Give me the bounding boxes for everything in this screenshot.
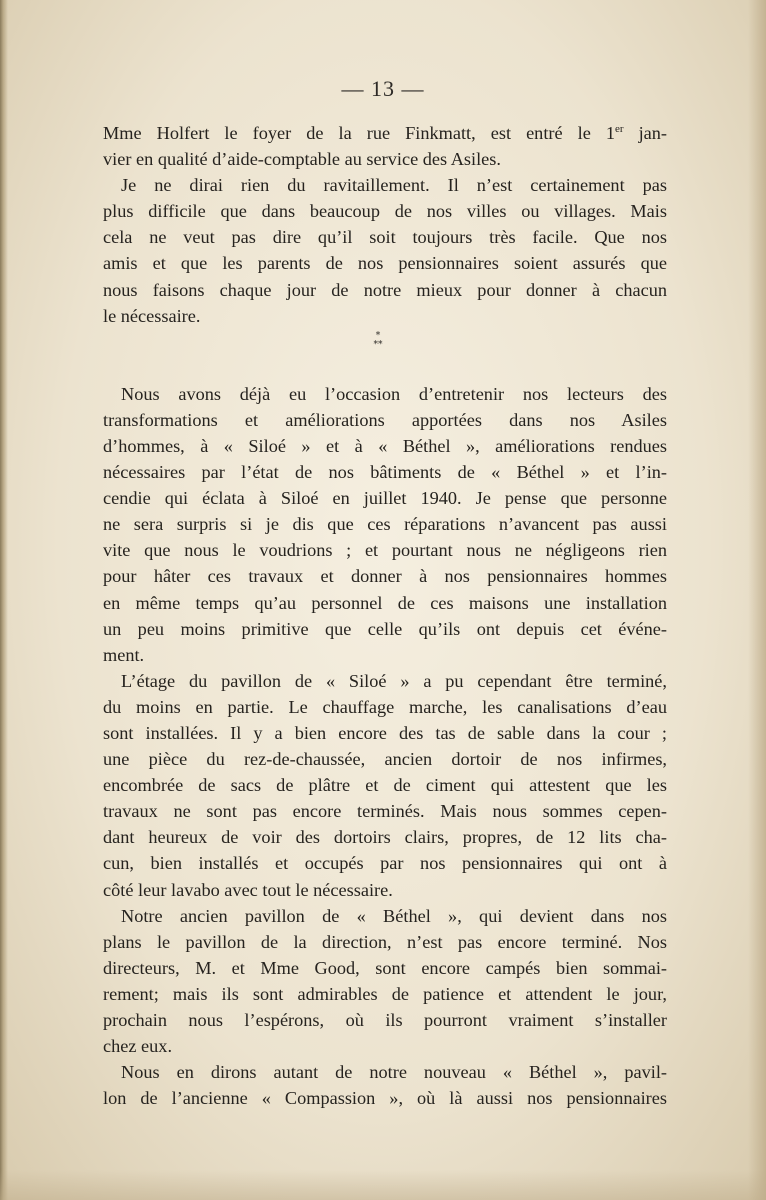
- asterism-top: *: [375, 331, 381, 341]
- text-line: encombrée de sacs de plâtre et de ciment qui attestent que les: [103, 775, 667, 796]
- asterism-section-break: [363, 332, 393, 358]
- text-line: Nous en dirons autant de notre nouveau « Béthel », pavil-: [121, 1062, 667, 1083]
- text-line: L’étage du pavillon de « Siloé » a pu cependant être terminé,: [121, 670, 667, 691]
- text-line: plans le pavillon de la direction, n’est pas encore terminé. Nos: [103, 931, 667, 952]
- text-line: prochain nous l’espérons, où ils pourront vraiment s’installer: [103, 1010, 667, 1030]
- text-line: nécessaires par l’état de nos bâtiments de « Béthel » et l’in-: [103, 462, 667, 483]
- text-line: transformations et améliorations apportées dans nos Asiles: [103, 409, 667, 430]
- text-line: directeurs, M. et Mme Good, sont encore campés bien sommai-: [103, 957, 667, 978]
- superscript: er: [615, 123, 624, 135]
- text-line: en même temps qu’au personnel de ces maisons une installation: [103, 592, 667, 613]
- text-line: Notre ancien pavillon de « Béthel », qui devient dans nos: [121, 905, 667, 926]
- text-line: travaux ne sont pas encore terminés. Mais nous sommes cepen-: [103, 801, 667, 822]
- text-line: amis et que les parents de nos pensionnaires soient assurés que: [103, 253, 667, 274]
- text-line: Je ne dirai rien du ravitaillement. Il n’est certainement pas: [121, 175, 667, 196]
- text-line: plus difficile que dans beaucoup de nos villes ou villages. Mais: [103, 201, 667, 222]
- text-line: cela ne veut pas dire qu’il soit toujours très facile. Que nos: [103, 227, 667, 248]
- text-fragment: Mme Holfert le foyer de la rue Finkmatt, est entré le 1: [103, 123, 615, 143]
- text-line: dant heureux de voir des dortoirs clairs, propres, de 12 lits cha-: [103, 827, 667, 848]
- page-right-edge-shadow: [748, 0, 766, 1200]
- text-line: sont installées. Il y a bien encore des tas de sable dans la cour ;: [103, 722, 667, 743]
- body-text: [103, 120, 667, 1111]
- text-line: d’hommes, à « Siloé » et à « Béthel », améliorations rendues: [103, 435, 667, 456]
- page-left-edge-shadow: [0, 0, 8, 1200]
- text-line: le nécessaire.: [103, 305, 201, 326]
- text-line: ment.: [103, 644, 145, 665]
- text-line: nous faisons chaque jour de notre mieux pour donner à chacun: [103, 279, 667, 300]
- text-line: vier en qualité d’aide-comptable au service des Asiles.: [103, 149, 501, 170]
- page-number: — 13 —: [341, 76, 425, 101]
- text-line: lon de l’ancienne « Compassion », où là aussi nos pensionnaires: [103, 1088, 667, 1109]
- text-line: cun, bien installés et occupés par nos pensionnaires qui ont à: [103, 853, 667, 874]
- asterism-bottom: **: [373, 340, 383, 350]
- text-line: chez eux.: [103, 1036, 173, 1057]
- text-line: cendie qui éclata à Siloé en juillet 1940. Je pense que personne: [103, 488, 667, 509]
- page-bottom-edge-shadow: [0, 1170, 766, 1200]
- text-line: ne sera surpris si je dis que ces réparations n’avancent pas aussi: [103, 514, 667, 535]
- text-line: vite que nous le voudrions ; et pourtant nous ne négligeons rien: [103, 540, 667, 561]
- text-line: une pièce du rez-de-chaussée, ancien dortoir de nos infirmes,: [103, 749, 667, 770]
- text-line: côté leur lavabo avec tout le nécessaire.: [103, 879, 393, 900]
- text-line: [103, 120, 667, 146]
- text-line: du moins en partie. Le chauffage marche, les canalisations d’eau: [103, 696, 667, 717]
- text-line: un peu moins primitive que celle qu’ils ont depuis cet événe-: [103, 618, 667, 639]
- text-line: pour hâter ces travaux et donner à nos pensionnaires hommes: [103, 566, 667, 587]
- text-line: Nous avons déjà eu l’occasion d’entretenir nos lecteurs des: [121, 383, 667, 404]
- text-line: rement; mais ils sont admirables de patience et attendent le jour,: [103, 983, 667, 1004]
- text-fragment: jan-: [623, 123, 667, 143]
